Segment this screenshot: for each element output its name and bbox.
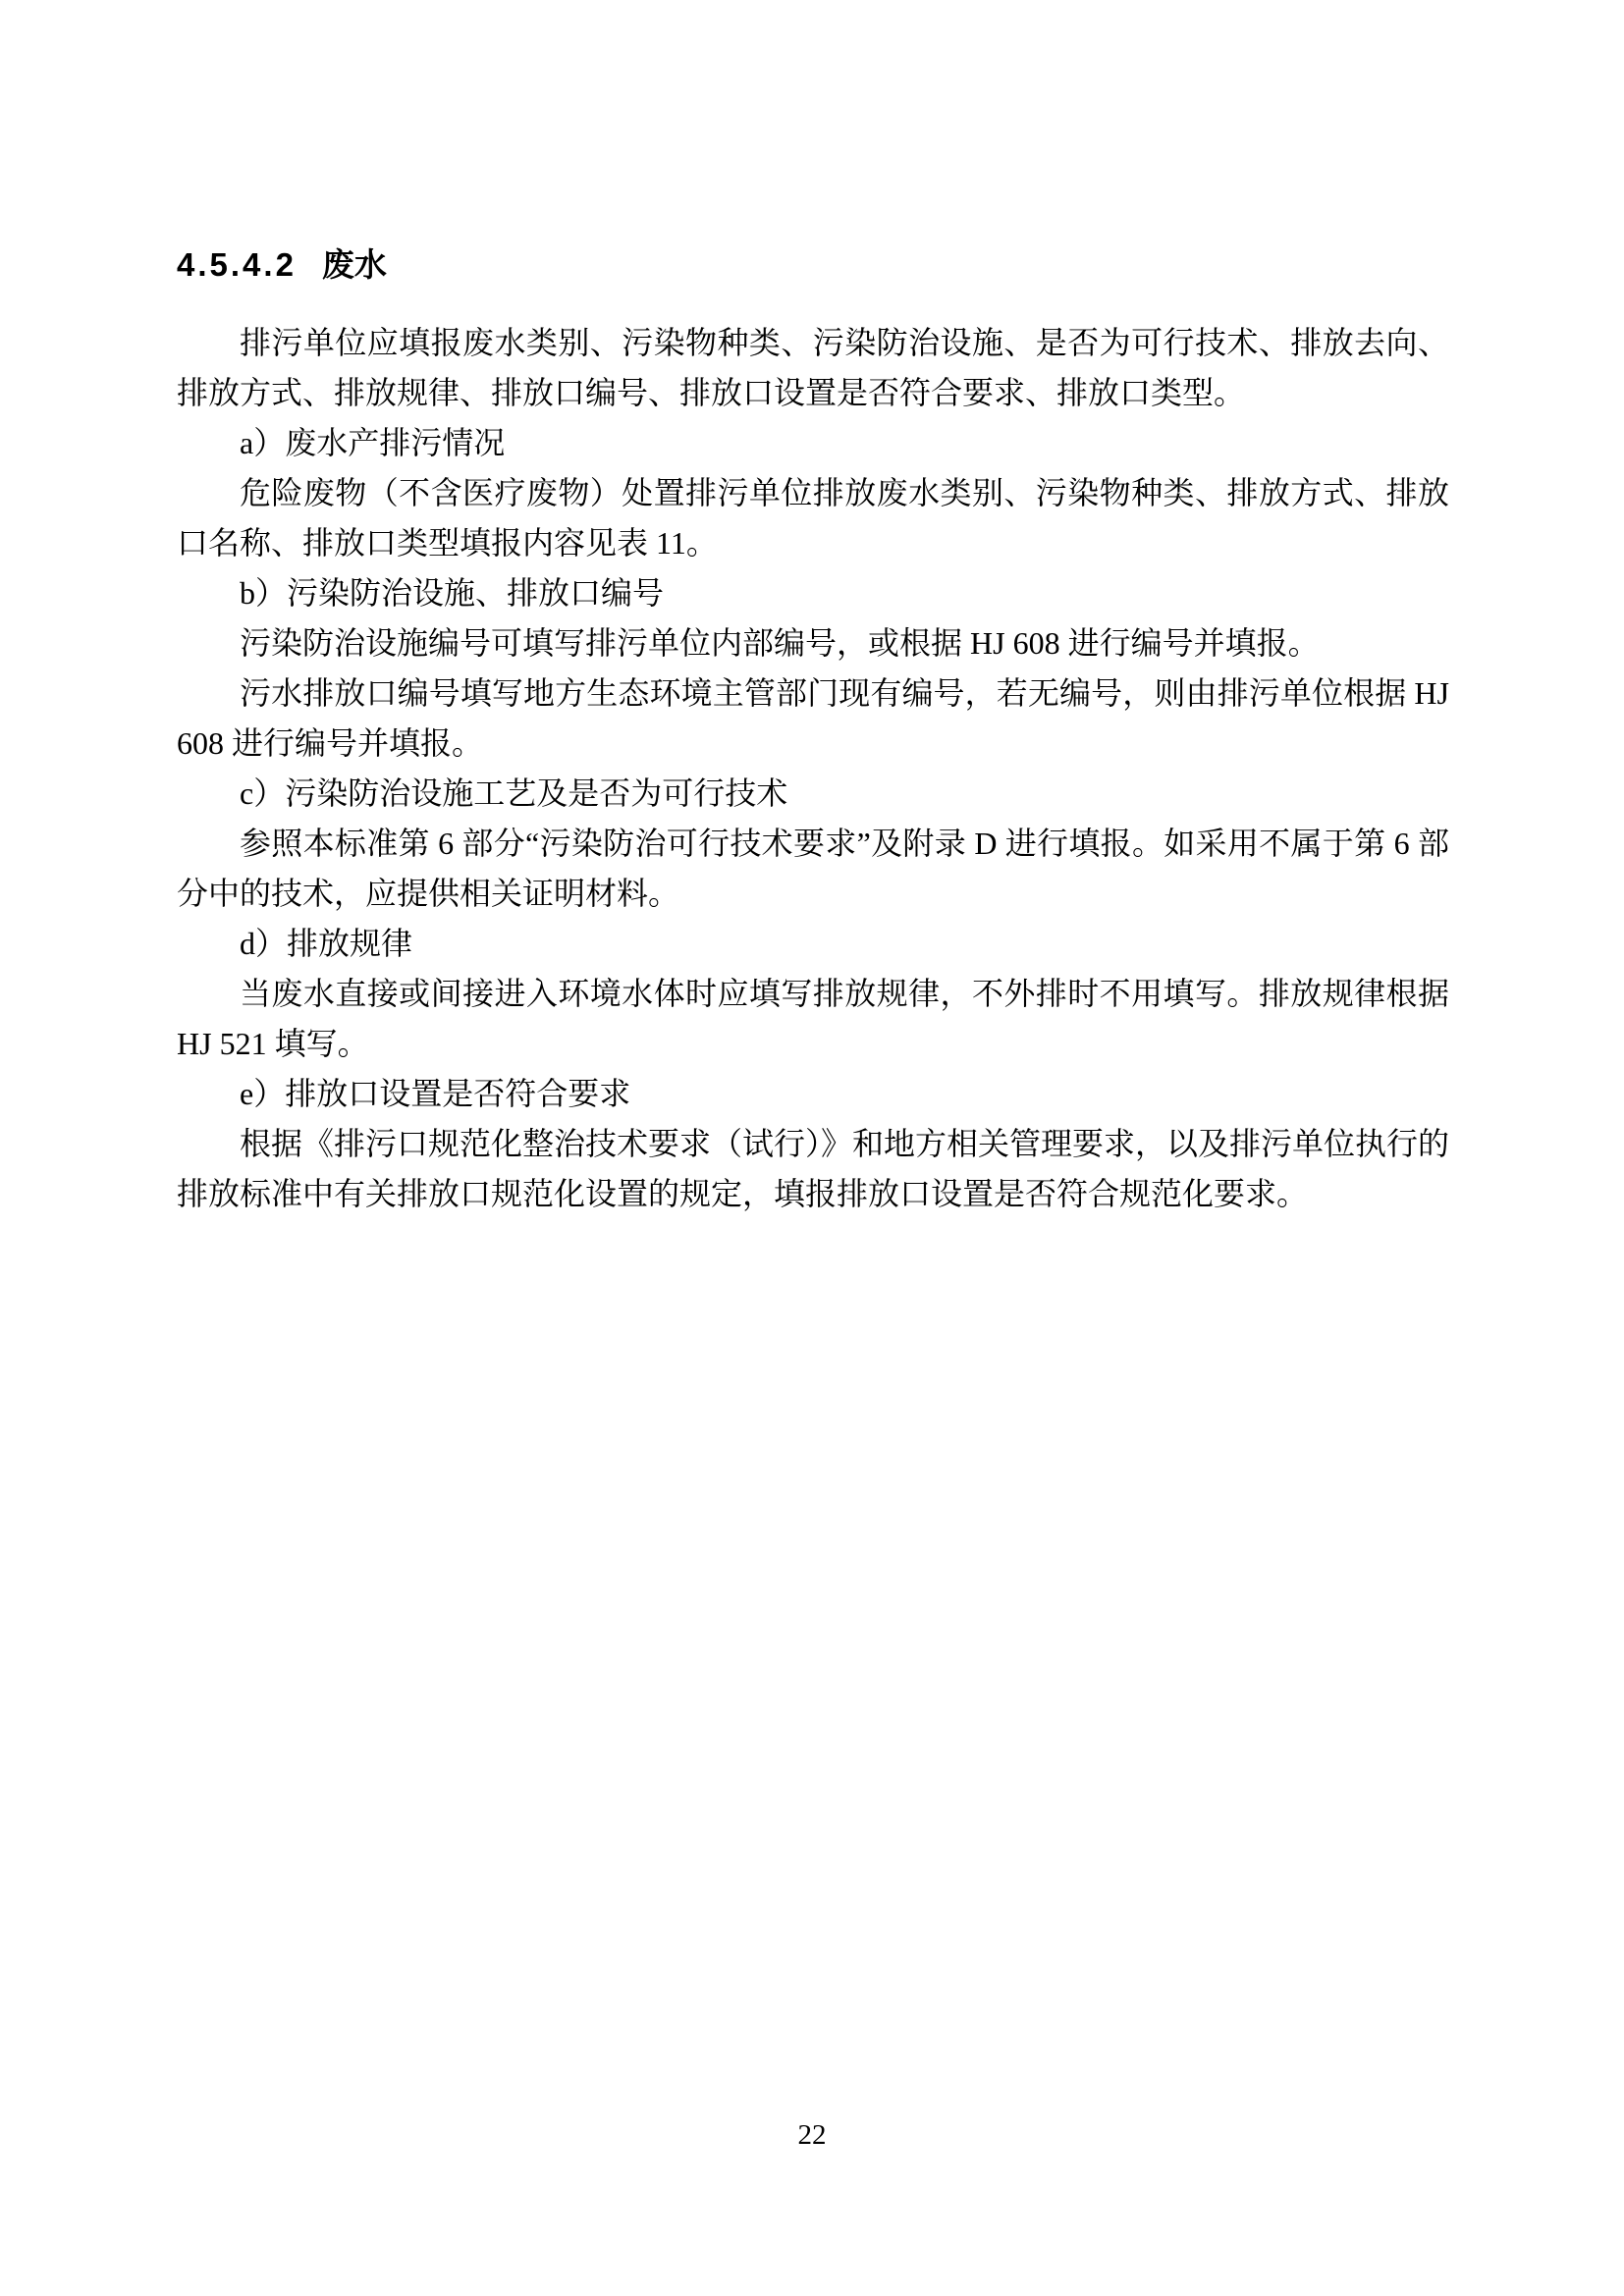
intro-paragraph: 排污单位应填报废水类别、污染物种类、污染防治设施、是否为可行技术、排放去向、排放方式、排放规律、排放口编号、排放口设置是否符合要求、排放口类型。: [177, 325, 1449, 410]
item-c-paragraph: 参照本标准第 6 部分“污染防治可行技术要求”及附录 D 进行填报。如采用不属于第 6 部分中的技术，应提供相关证明材料。: [177, 826, 1449, 911]
item-a-paragraph: 危险废物（不含医疗废物）处置排污单位排放废水类别、污染物种类、排放方式、排放口名称、排放口类型填报内容见表 11。: [177, 475, 1449, 561]
item-d-paragraph: 当废水直接或间接进入环境水体时应填写排放规律，不外排时不用填写。排放规律根据 HJ 521 填写。: [177, 976, 1449, 1061]
item-b-paragraph-2: 污水排放口编号填写地方生态环境主管部门现有编号，若无编号，则由排污单位根据 HJ 608 进行编号并填报。: [177, 675, 1449, 761]
item-b-paragraph-1: 污染防治设施编号可填写排污单位内部编号，或根据 HJ 608 进行编号并填报。: [240, 625, 1320, 661]
item-e-paragraph: 根据《排污口规范化整治技术要求（试行）》和地方相关管理要求，以及排污单位执行的排放标准中有关排放口规范化设置的规定，填报排放口设置是否符合规范化要求。: [177, 1126, 1450, 1211]
list-item-d-label: d）排放规律: [240, 926, 413, 961]
section-title: 废水: [321, 246, 387, 283]
section-number: 4.5.4.2: [177, 246, 297, 283]
section-heading: [177, 243, 1449, 287]
list-item-e-label: e）排放口设置是否符合要求: [240, 1076, 631, 1111]
page-number: 22: [797, 2119, 827, 2151]
list-item-c-label: c）污染防治设施工艺及是否为可行技术: [240, 775, 788, 811]
document-body: [177, 243, 1449, 1219]
list-item-b-label: b）污染防治设施、排放口编号: [240, 575, 665, 611]
list-item-a-label: a）废水产排污情况: [240, 425, 506, 460]
